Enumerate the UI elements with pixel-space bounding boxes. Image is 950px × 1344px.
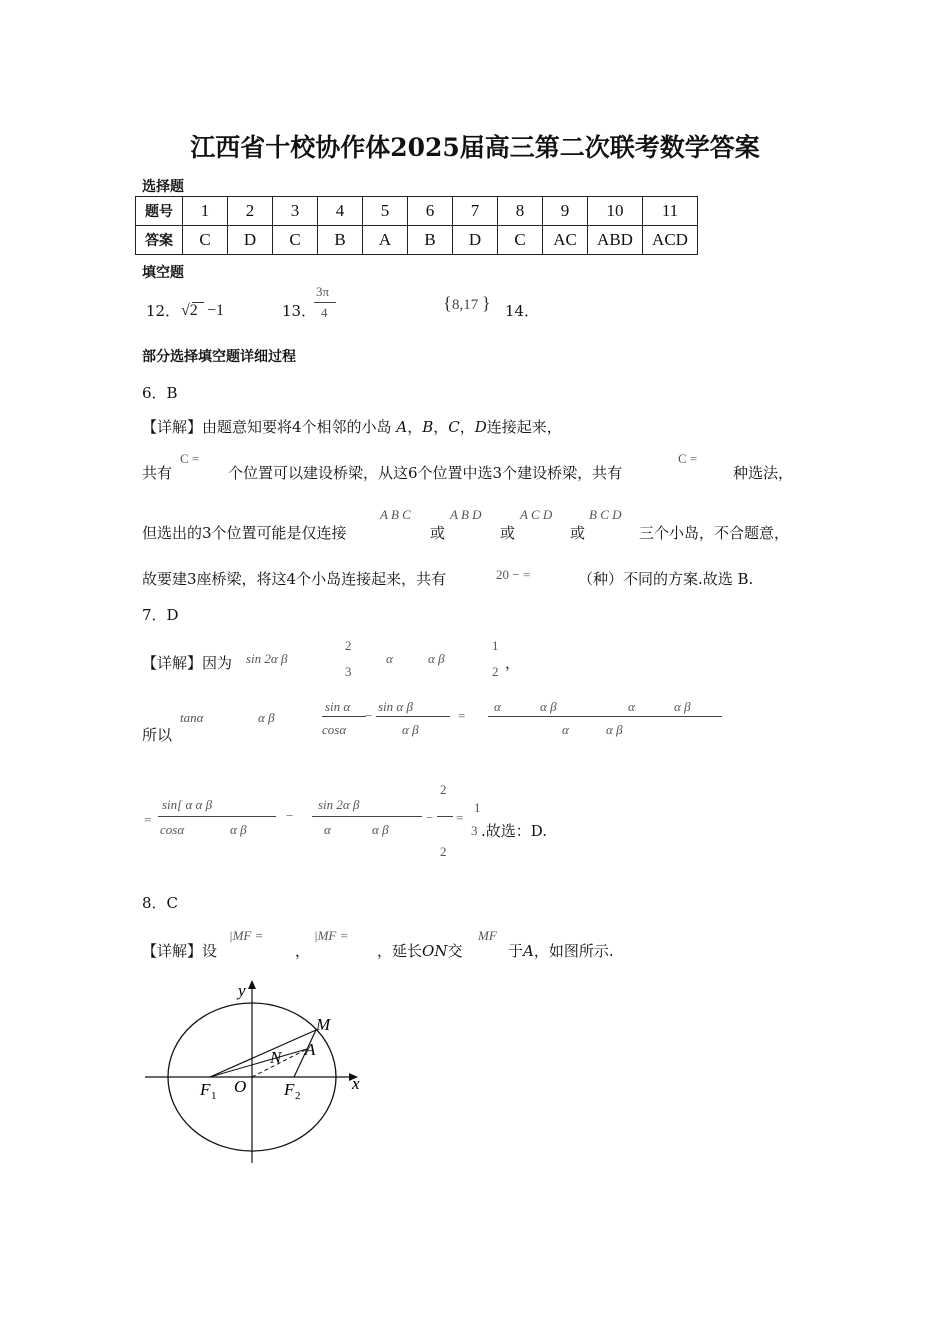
q7-l3-frac3-bar [437,816,453,817]
q7-given-alpha-beta: α β [428,651,445,666]
q6-heading: 6．B [142,384,178,402]
answer-row-label: 答案 [136,226,183,255]
q7-l3-frac2-den-1: α [324,822,331,837]
q13-label: 13． [282,302,317,320]
q8-heading: 8．C [142,894,179,912]
question-number: 8 [498,197,543,226]
q7-frac2-bar [376,716,450,717]
q8-at-text: 于 [508,942,524,960]
q6-line1-tail: 连接起来， [486,418,562,436]
q7-minus: − [365,708,373,723]
q6-triple-ACD: A C D [520,507,553,522]
q7-given-alpha: α [386,651,393,666]
q12-sqrt: √2 [181,302,198,319]
label-O: O [234,1077,247,1096]
segment-ON: ON [422,942,448,960]
segment-F1M [210,1030,316,1077]
q6-triple-BCD: B C D [589,507,622,522]
q6-or-2: 或 [500,524,516,542]
answer-table [135,196,698,255]
q7-given-num: 2 [345,638,352,653]
var-C: C [448,418,460,436]
q7-tan-alpha-beta: α β [258,710,275,725]
q7-l3-one: 1 [474,800,481,815]
y-axis-arrow [248,980,256,989]
q6-or-3: 或 [570,524,586,542]
q7-tan-alpha: tanα [180,710,204,725]
q7-given-den: 3 [345,664,352,679]
q8-line1-b [377,940,462,961]
q7-frac3-den-1: α [562,722,569,737]
q6-combination-1: C = [180,451,200,466]
q7-line1-text: 因为 [202,654,233,672]
page-title: 江西省十校协作体2025届高三第二次联考数学答案 [190,133,760,162]
detail-heading: 部分选择填空题详细过程 [142,349,296,365]
detail-tag: 【详解】 [142,942,203,960]
answer-cell: A [363,226,408,255]
q7-l3-equals: = [456,810,464,825]
q7-l3-frac1-den-1: cosα [160,822,185,837]
answer-cell: ABD [588,226,643,255]
choice-heading: 选择题 [142,179,184,195]
q7-frac1-bar [322,716,366,717]
q6-line2-a: 共有 [142,464,173,482]
q13-numerator: 3π [316,284,330,299]
q7-equals: = [458,708,466,723]
label-A: A [305,1040,316,1059]
q6-line3-b: 三个小岛，不合题意， [639,524,790,542]
answer-cell: C [498,226,543,255]
q7-frac3-num-3: α [628,699,635,714]
q6-combination-2: C = [678,451,698,466]
answer-cell: ACD [643,226,698,255]
q6-line2-b: 个位置可以建设桥梁，从这6个位置中选3个建设桥梁，共有 [228,464,623,482]
question-number: 6 [408,197,453,226]
q7-line1-a [142,652,232,673]
question-number: 3 [273,197,318,226]
point-A: A [523,942,534,960]
label-N: N [270,1048,282,1067]
q7-frac3-num-4: α β [674,699,691,714]
q6-count-expression: 20 − = [496,567,531,582]
q7-frac3-num-1: α [494,699,501,714]
answer-cell: D [453,226,498,255]
q7-frac3-num-2: α β [540,699,557,714]
question-number: 7 [453,197,498,226]
q7-heading: 7．D [142,606,179,624]
q7-l3-three: 3 [471,823,478,838]
question-number: 1 [183,197,228,226]
q8-mf-segment: MF [478,928,497,943]
label-M: M [316,1015,331,1034]
detail-tag: 【详解】 [142,654,203,672]
q7-l3-minus-2: − [426,810,434,825]
ellipse-figure [130,975,370,1170]
q7-l3-frac1-bar [158,816,276,817]
question-number: 11 [643,197,698,226]
q7-frac1-num: sin α [325,699,351,714]
q8-comma: ， [295,942,311,960]
q7-frac3-den-2: α β [606,722,623,737]
q7-given-half-num: 1 [492,638,499,653]
q7-l3-minus: − [286,808,294,823]
set-close-brace: } [482,293,491,313]
q7-l3-frac2-bar [312,816,422,817]
question-number-row [136,197,698,226]
q12-rest: −1 [207,302,225,319]
q7-l3-frac3-den: 2 [440,844,447,859]
q8-mf1: |MF = [229,928,264,943]
answer-cell: AC [543,226,588,255]
q6-line4-a: 故要建3座桥梁，将这4个小岛连接起来，共有 [142,570,447,588]
q6-triple-ABD: A B D [450,507,482,522]
answer-cell: D [228,226,273,255]
q6-line1-text: 由题意知要将4个相邻的小岛 [202,418,392,436]
question-row-label: 题号 [136,197,183,226]
label-F2-sub: 2 [295,1090,301,1102]
sqrt-bar [192,302,204,303]
label-F1-sub: 1 [211,1090,217,1102]
q7-frac2-num: sin α β [378,699,413,714]
q14-label: 14． [505,302,540,320]
set-value: 8,17 [452,297,479,313]
q8-line1-a [142,940,217,961]
question-number: 10 [588,197,643,226]
q6-line3-a: 但选出的3个位置可能是仅连接 [142,524,347,542]
q7-comma: ， [505,654,521,672]
detail-tag: 【详解】 [142,418,203,436]
question-number: 4 [318,197,363,226]
q7-frac3-bar [488,716,722,717]
q7-line2-a: 所以 [142,726,173,744]
q6-line2-c: 种选法， [733,464,794,482]
q6-line4-b: （种）不同的方案.故选 B. [578,570,754,588]
var-A: A [396,418,408,436]
label-F1: F [200,1080,211,1099]
q7-l3-frac2-den-2: α β [372,822,389,837]
q7-l3-frac1-num: sin[ α α β [162,797,213,812]
q7-frac1-den: cosα [322,722,347,737]
q6-triple-ABC: A B C [380,507,411,522]
question-number: 5 [363,197,408,226]
q6-line1: 【详解】由题意知要将4个相邻的小岛 A，B，C，D连接起来， [142,418,562,436]
answer-cell: C [183,226,228,255]
q8-figure-text: ，如图所示. [533,942,614,960]
var-B: B [422,418,434,436]
q6-or-1: 或 [430,524,446,542]
question-number: 2 [228,197,273,226]
answer-cell: B [408,226,453,255]
q7-l3-frac1-den-2: α β [230,822,247,837]
q7-given-sin: sin 2α β [246,651,288,666]
set-open-brace: { [443,293,452,313]
q13-denominator: 4 [321,305,328,320]
q8-extend-text: ，延长 [377,942,423,960]
q8-line1-c [508,940,614,961]
q8-intersect-text: 交 [447,942,463,960]
label-y: y [238,981,246,1000]
q7-conclusion: .故选：D. [481,822,548,840]
answer-cell: C [273,226,318,255]
var-D: D [474,418,487,436]
q12-label: 12． [146,302,181,320]
answer-cell: B [318,226,363,255]
fill-heading: 填空题 [142,265,184,281]
question-number: 9 [543,197,588,226]
label-x: x [352,1074,360,1093]
q7-given-half-den: 2 [492,664,499,679]
q8-line1-text: 设 [202,942,218,960]
segment-F1A [210,1049,307,1077]
q7-l3-frac3-num: 2 [440,782,447,797]
q7-l3-frac2-num: sin 2α β [318,797,360,812]
q7-frac2-den: α β [402,722,419,737]
q8-mf2: |MF = [314,928,349,943]
answer-row [136,226,698,255]
q7-line3-equals: = [144,812,152,827]
q13-fraction-bar [314,302,336,303]
label-F2: F [284,1080,295,1099]
